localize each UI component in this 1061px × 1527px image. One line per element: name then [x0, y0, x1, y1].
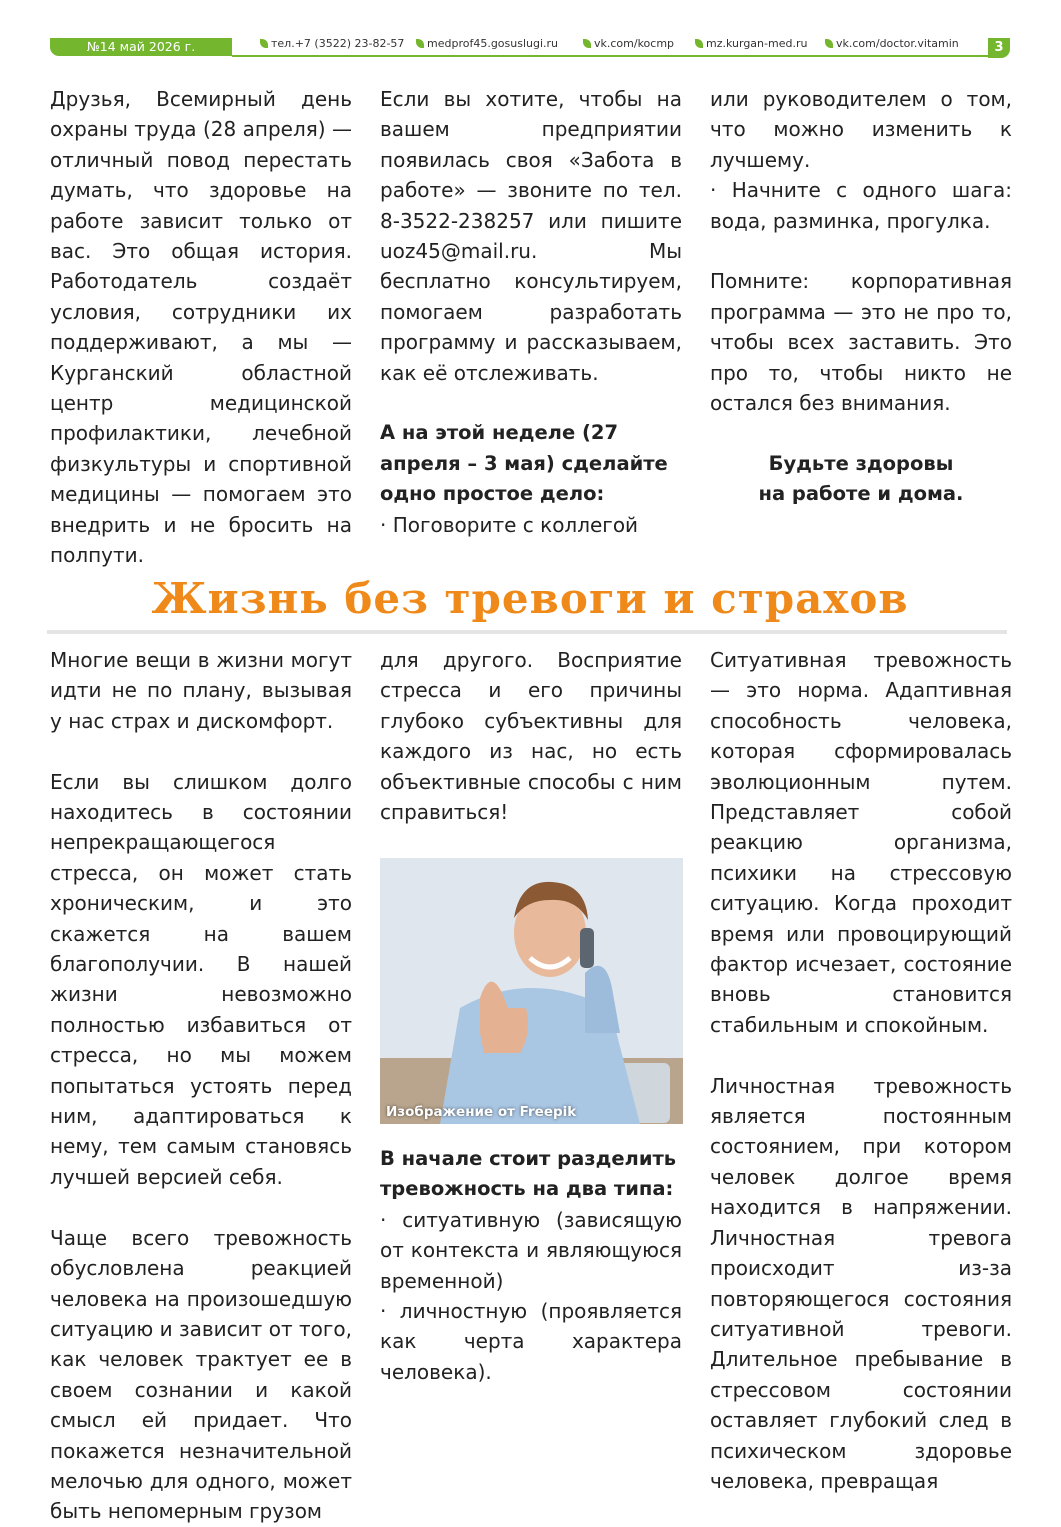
article-column-2-lower [380, 1144, 682, 1387]
continuation-paragraph: или руководителем о том, что можно изменить к лучшему. [710, 87, 1012, 172]
photo-credit: Изображение от Freepik [386, 1104, 577, 1120]
remember-paragraph: Помните: корпоративная программа — это не про то, чтобы всех заставить. Это про то, чтобы никто не остался без внимания. [710, 269, 1012, 416]
article-paragraph: Личностная тревожность является постоянным состоянием, при котором человек долгое время находится в напряжении. Личностная тревога происходит из-за повторяющегося состояния ситуативной тревоги. Длительное пребывание в стрессовом состоянии оставляет глубокий след в психическом здоровье человека, превращая [710, 1073, 1012, 1493]
site-link-mz[interactable]: mz.kurgan-med.ru [695, 37, 807, 51]
article-column-3 [710, 645, 1012, 1496]
page-header [50, 36, 1010, 58]
leaf-icon [260, 39, 268, 48]
site-link-medprof[interactable]: medprof45.gosuslugi.ru [416, 37, 558, 51]
closing-line-2: на работе и дома. [758, 482, 964, 506]
leaf-icon [825, 39, 833, 48]
article-paragraph: для другого. Восприятие стресса и его причины глубоко субъективны для каждого из нас, но есть объективные способы с ним справиться! [380, 648, 682, 825]
businessman-thumbs-up-image [380, 858, 683, 1124]
article-paragraph: Многие вещи в жизни могут идти не по плану, вызывая у нас страх и дискомфорт. [50, 648, 352, 733]
week-task-heading: А на этой неделе (27 апреля – 3 мая) сделайте одно простое дело: [380, 421, 668, 506]
article-paragraph: Чаще всего тревожность обусловлена реакцией человека на произошедшую ситуацию и зависит от того, как человек трактует ее в своем сознании и какой смысл ей придает. Что покажется незначительной мелочью для одного, может быть непомерным грузом [50, 1225, 352, 1524]
phone-contact: тел.+7 (3522) 23-82-57 [260, 37, 404, 51]
intro-paragraph: Друзья, Всемирный день охраны труда (28 апреля) — отличный повод перестать думать, что здоровье на работе зависит только от вас. Это общая история. Работодатель создаёт условия, сотрудники их поддерживают, а мы — Курганский областной центр медицинской профилактики, лечебной физкультуры и спортивной медицины — помогаем это внедрить и не бросить на полпути. [50, 87, 352, 568]
top-column-3 [710, 84, 1012, 510]
article-photo [380, 858, 683, 1124]
step-bullet: · Начните с одного шага: вода, разминка, прогулка. [710, 178, 1012, 233]
contact-paragraph: Если вы хотите, чтобы на вашем предприятии появилась своя «Забота в работе» — звоните по тел. 8-3522-238257 или пишите uoz45@mail.ru. Мы бесплатно консультируем, помогаем разработать программу и рассказываем, как её отслеживать. [380, 87, 682, 385]
article-paragraph: Ситуативная тревожность — это норма. Адаптивная способность человека, которая сформировалась эволюционным путем. Представляет собой реакцию организма, психики на стрессовую ситуацию. Когда проходит время или провоцирующий фактор исчезает, состояние вновь становится стабильным и спокойным. [710, 648, 1012, 1037]
issue-label: №14 май 2026 г. [50, 38, 232, 56]
week-task-bullet: · Поговорите с коллегой [380, 512, 639, 537]
leaf-icon [416, 39, 424, 48]
title-divider [47, 630, 1007, 634]
vk-link-doctor[interactable]: vk.com/doctor.vitamin [825, 37, 959, 51]
leaf-icon [695, 39, 703, 48]
article-title: Жизнь без тревоги и страхов [151, 574, 909, 623]
vk-link-kocmp[interactable]: vk.com/kocmp [583, 37, 674, 51]
anxiety-types-heading: В начале стоит разделить тревожность на два типа: [380, 1147, 677, 1201]
leaf-icon [583, 39, 591, 48]
top-column-2 [380, 84, 682, 540]
article-column-2 [380, 645, 682, 827]
anxiety-type-personal: · личностную (проявляется как черта характера человека). [380, 1299, 682, 1384]
anxiety-type-situational: · ситуативную (зависящую от контекста и являющуюся временной) [380, 1207, 682, 1293]
article-column-1 [50, 645, 352, 1527]
header-rule [232, 55, 988, 57]
page-number: 3 [988, 38, 1010, 58]
article-paragraph: Если вы слишком долго находитесь в состоянии непрекращающегося стресса, он может стать хроническим, и это скажется на вашем благополучии. В нашей жизни невозможно полностью избавиться от стресса, но мы можем попытаться устоять перед ним, адаптироваться к нему, тем самым становясь лучшей версией себя. [50, 769, 352, 1189]
top-column-1 [50, 84, 352, 571]
closing-line-1: Будьте здоровы [768, 451, 954, 475]
